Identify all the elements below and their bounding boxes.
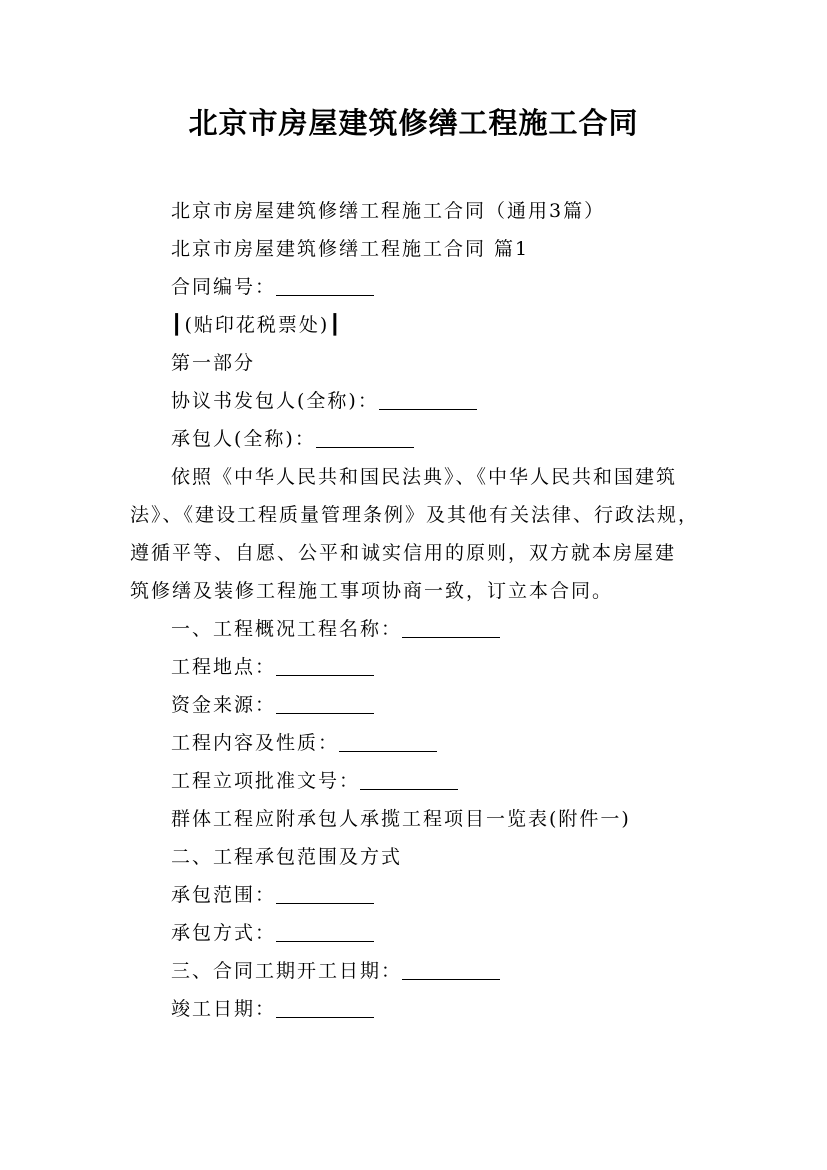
funding-source-line bbox=[130, 686, 705, 724]
scope-line bbox=[130, 876, 705, 914]
fill-in-blank[interactable] bbox=[276, 917, 374, 942]
contractor-line bbox=[130, 420, 705, 458]
project-location-line bbox=[130, 648, 705, 686]
document-body bbox=[130, 192, 705, 1028]
fill-in-blank[interactable] bbox=[276, 271, 374, 296]
line-text: 工程内容及性质： bbox=[171, 732, 340, 754]
line-text: 协议书发包人(全称)： bbox=[171, 390, 379, 412]
fill-in-blank[interactable] bbox=[402, 613, 500, 638]
line-text: 合同编号： bbox=[171, 276, 277, 298]
line-text: 承包方式： bbox=[171, 922, 277, 944]
line-text: 北京市房屋建筑修缮工程施工合同（通用3篇） bbox=[171, 200, 606, 222]
project-name-line bbox=[130, 610, 705, 648]
paragraph-line: 筑修缮及装修工程施工事项协商一致，订立本合同。 bbox=[130, 580, 614, 602]
section-heading bbox=[130, 344, 705, 382]
text-line bbox=[130, 192, 705, 230]
paragraph-line: 法》、《建设工程质量管理条例》及其他有关法律、行政法规， bbox=[130, 504, 700, 526]
fill-in-blank[interactable] bbox=[379, 385, 477, 410]
approval-number-line bbox=[130, 762, 705, 800]
paragraph-line: 遵循平等、自愿、公平和诚实信用的原则，双方就本房屋建 bbox=[130, 542, 677, 564]
line-text: 三、合同工期开工日期： bbox=[171, 960, 403, 982]
fill-in-blank[interactable] bbox=[316, 423, 414, 448]
line-text: 承包范围： bbox=[171, 884, 277, 906]
fill-in-blank[interactable] bbox=[276, 651, 374, 676]
fill-in-blank[interactable] bbox=[276, 879, 374, 904]
paragraph-line: 依照《中华人民共和国民法典》、《中华人民共和国建筑 bbox=[171, 466, 678, 488]
text-line bbox=[130, 800, 705, 838]
text-line bbox=[130, 230, 705, 268]
line-text: ┃(贴印花税票处)┃ bbox=[171, 314, 343, 336]
fill-in-blank[interactable] bbox=[360, 765, 458, 790]
contract-number-line bbox=[130, 268, 705, 306]
completion-date-line bbox=[130, 990, 705, 1028]
fill-in-blank[interactable] bbox=[276, 993, 374, 1018]
document-title: 北京市房屋建筑修缮工程施工合同 bbox=[188, 106, 639, 140]
fill-in-blank[interactable] bbox=[402, 955, 500, 980]
fill-in-blank[interactable] bbox=[276, 689, 374, 714]
preamble-paragraph bbox=[130, 458, 705, 610]
employer-line bbox=[130, 382, 705, 420]
line-text: 一、工程概况工程名称： bbox=[171, 618, 403, 640]
line-text: 承包人(全称)： bbox=[171, 428, 316, 450]
method-line bbox=[130, 914, 705, 952]
line-text: 北京市房屋建筑修缮工程施工合同 篇1 bbox=[171, 238, 530, 260]
fill-in-blank[interactable] bbox=[339, 727, 437, 752]
line-text: 第一部分 bbox=[171, 352, 256, 374]
line-text: 工程立项批准文号： bbox=[171, 770, 361, 792]
start-date-line bbox=[130, 952, 705, 990]
line-text: 群体工程应附承包人承揽工程项目一览表(附件一) bbox=[171, 808, 631, 830]
stamp-tax-line bbox=[130, 306, 705, 344]
line-text: 工程地点： bbox=[171, 656, 277, 678]
project-content-line bbox=[130, 724, 705, 762]
line-text: 二、工程承包范围及方式 bbox=[171, 846, 403, 868]
section-heading bbox=[130, 838, 705, 876]
line-text: 竣工日期： bbox=[171, 998, 277, 1020]
line-text: 资金来源： bbox=[171, 694, 277, 716]
